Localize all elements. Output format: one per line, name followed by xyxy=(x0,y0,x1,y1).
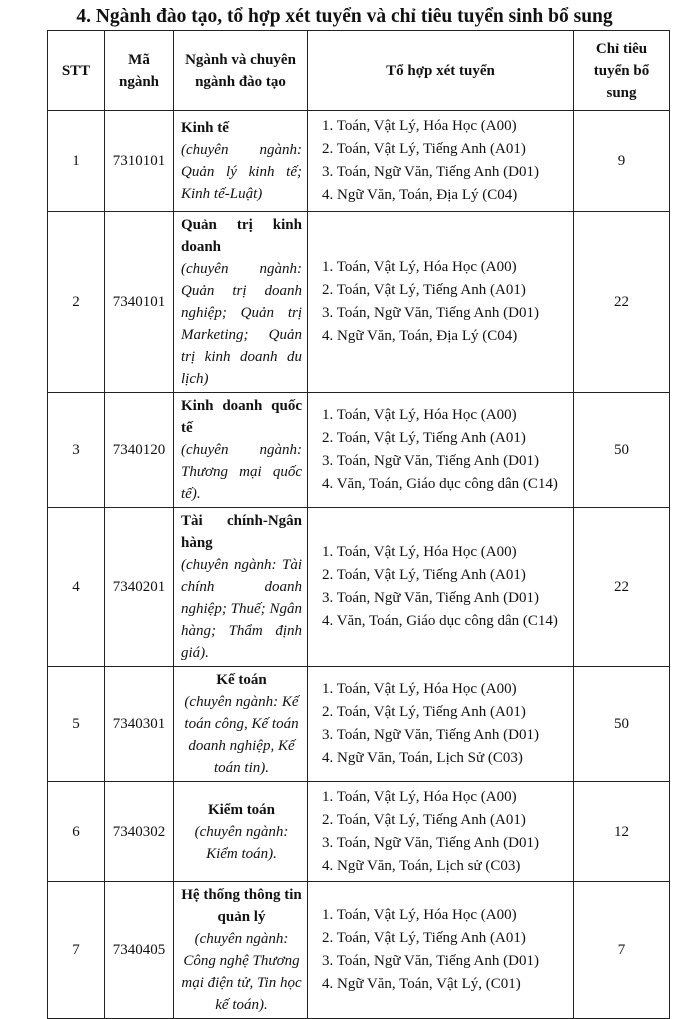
combo-item: 2. Toán, Vật Lý, Tiếng Anh (A01) xyxy=(322,141,526,157)
stt-cell: 2 xyxy=(48,212,105,393)
combo-item: 3. Toán, Ngữ Văn, Tiếng Anh (D01) xyxy=(322,453,539,469)
major-code-cell: 7340120 xyxy=(105,393,174,508)
header-stt: STT xyxy=(48,31,105,111)
combo-item: 3. Toán, Ngữ Văn, Tiếng Anh (D01) xyxy=(322,164,539,180)
quota-cell: 22 xyxy=(574,212,670,393)
combo-item: 4. Văn, Toán, Giáo dục công dân (C14) xyxy=(322,613,558,629)
major-name: Tài chính-Ngân hàng xyxy=(181,513,302,551)
combo-cell xyxy=(308,782,574,882)
major-specialization: (chuyên ngành: Quản trị doanh nghiệp; Quản trị Marketing; Quản trị kinh doanh du lịch) xyxy=(181,261,302,387)
combo-cell xyxy=(308,111,574,212)
quota-cell: 22 xyxy=(574,508,670,667)
major-specialization: (chuyên ngành: Thương mại quốc tế). xyxy=(181,442,302,502)
combo-item: 2. Toán, Vật Lý, Tiếng Anh (A01) xyxy=(322,704,526,720)
admission-table xyxy=(47,30,670,1019)
header-row xyxy=(48,31,670,111)
table-row xyxy=(48,782,670,882)
major-name: Kiểm toán xyxy=(207,801,276,818)
major-cell xyxy=(174,667,308,782)
quota-cell: 50 xyxy=(574,667,670,782)
stt-cell: 4 xyxy=(48,508,105,667)
major-name: Quản trị kinh doanh xyxy=(181,217,302,255)
combo-item: 4. Ngữ Văn, Toán, Địa Lý (C04) xyxy=(322,328,518,344)
combo-item: 4. Ngữ Văn, Toán, Vật Lý, (C01) xyxy=(322,976,521,992)
combo-item: 1. Toán, Vật Lý, Hóa Học (A00) xyxy=(322,259,517,275)
stt-cell: 5 xyxy=(48,667,105,782)
major-cell xyxy=(174,393,308,508)
major-name: Kinh tế xyxy=(181,120,229,136)
header-code: Mã ngành xyxy=(105,31,174,111)
combo-item: 1. Toán, Vật Lý, Hóa Học (A00) xyxy=(322,118,517,134)
combo-item: 4. Ngữ Văn, Toán, Lịch Sử (C03) xyxy=(322,750,523,766)
combo-item: 1. Toán, Vật Lý, Hóa Học (A00) xyxy=(322,681,517,697)
major-specialization: (chuyên ngành: Công nghệ Thương mại điện tử, Tin học kế toán). xyxy=(181,931,302,1013)
quota-cell: 50 xyxy=(574,393,670,508)
combo-item: 1. Toán, Vật Lý, Hóa Học (A00) xyxy=(322,907,517,923)
table-row xyxy=(48,882,670,1019)
header-combos: Tổ hợp xét tuyển xyxy=(308,31,574,111)
stt-cell: 1 xyxy=(48,111,105,212)
quota-cell: 12 xyxy=(574,782,670,882)
major-specialization: (chuyên ngành: Quản lý kinh tế; Kinh tế-Luật) xyxy=(181,142,302,202)
combo-item: 2. Toán, Vật Lý, Tiếng Anh (A01) xyxy=(322,930,526,946)
table-row xyxy=(48,212,670,393)
combo-item: 2. Toán, Vật Lý, Tiếng Anh (A01) xyxy=(322,282,526,298)
combo-item: 1. Toán, Vật Lý, Hóa Học (A00) xyxy=(322,544,517,560)
combo-cell xyxy=(308,212,574,393)
stt-cell: 6 xyxy=(48,782,105,882)
combo-item: 3. Toán, Ngữ Văn, Tiếng Anh (D01) xyxy=(322,834,539,851)
major-name: Kinh doanh quốc tế xyxy=(181,398,302,436)
stt-cell: 7 xyxy=(48,882,105,1019)
major-name: Kế toán xyxy=(216,672,267,688)
combo-cell xyxy=(308,667,574,782)
combo-item: 4. Văn, Toán, Giáo dục công dân (C14) xyxy=(322,476,558,492)
combo-item: 2. Toán, Vật Lý, Tiếng Anh (A01) xyxy=(322,811,526,828)
major-cell xyxy=(174,782,308,882)
major-code-cell: 7310101 xyxy=(105,111,174,212)
header-major: Ngành và chuyên ngành đào tạo xyxy=(174,31,308,111)
major-specialization: (chuyên ngành: Kiểm toán). xyxy=(194,823,289,862)
combo-cell xyxy=(308,508,574,667)
major-cell xyxy=(174,882,308,1019)
table-row xyxy=(48,111,670,212)
major-code-cell: 7340301 xyxy=(105,667,174,782)
combo-item: 2. Toán, Vật Lý, Tiếng Anh (A01) xyxy=(322,567,526,583)
major-specialization: (chuyên ngành: Tài chính doanh nghiệp; Thuế; Ngân hàng; Thẩm định giá). xyxy=(181,557,302,661)
combo-item: 2. Toán, Vật Lý, Tiếng Anh (A01) xyxy=(322,430,526,446)
stt-cell: 3 xyxy=(48,393,105,508)
combo-item: 3. Toán, Ngữ Văn, Tiếng Anh (D01) xyxy=(322,727,539,743)
major-cell xyxy=(174,111,308,212)
combo-item: 1. Toán, Vật Lý, Hóa Học (A00) xyxy=(322,788,517,805)
quota-cell: 7 xyxy=(574,882,670,1019)
combo-item: 1. Toán, Vật Lý, Hóa Học (A00) xyxy=(322,407,517,423)
combo-cell xyxy=(308,882,574,1019)
major-code-cell: 7340302 xyxy=(105,782,174,882)
major-code-cell: 7340101 xyxy=(105,212,174,393)
combo-item: 4. Ngữ Văn, Toán, Lịch sử (C03) xyxy=(322,857,521,874)
major-name: Hệ thống thông tin quản lý xyxy=(181,887,302,925)
combo-item: 4. Ngữ Văn, Toán, Địa Lý (C04) xyxy=(322,187,518,203)
table-row xyxy=(48,508,670,667)
combo-cell xyxy=(308,393,574,508)
major-specialization: (chuyên ngành: Kế toán công, Kế toán doanh nghiệp, Kế toán tin). xyxy=(184,694,299,776)
major-code-cell: 7340405 xyxy=(105,882,174,1019)
major-code-cell: 7340201 xyxy=(105,508,174,667)
combo-item: 3. Toán, Ngữ Văn, Tiếng Anh (D01) xyxy=(322,590,539,606)
major-cell xyxy=(174,212,308,393)
quota-cell: 9 xyxy=(574,111,670,212)
header-quota: Chỉ tiêu tuyển bổ sung xyxy=(574,31,670,111)
table-row xyxy=(48,393,670,508)
combo-item: 3. Toán, Ngữ Văn, Tiếng Anh (D01) xyxy=(322,953,539,969)
table-row xyxy=(48,667,670,782)
major-cell xyxy=(174,508,308,667)
section-heading: 4. Ngành đào tạo, tổ hợp xét tuyển và chỉ tiêu tuyển sinh bổ sung xyxy=(76,6,613,27)
combo-item: 3. Toán, Ngữ Văn, Tiếng Anh (D01) xyxy=(322,305,539,321)
